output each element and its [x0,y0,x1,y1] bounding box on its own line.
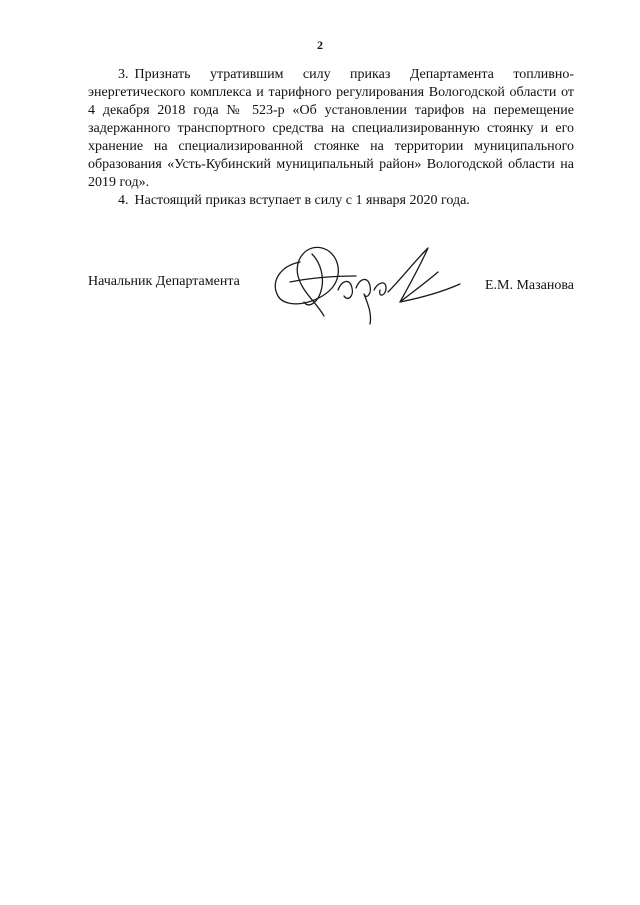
signer-position: Начальник Департамента [88,274,240,289]
page-number: 2 [317,38,323,52]
paragraph-4 [88,192,574,210]
paragraph-number: 4. [118,193,129,208]
signer-name: Е.М. Мазанова [484,278,574,293]
paragraph-text: Настоящий приказ вступает в силу с 1 января 2020 года. [134,193,470,208]
paragraph-text: Признать утратившим силу приказ Департамента топливно-энергетического комплекса и тарифного регулирования Вологодской области от 4 декабря 2018 года № 523-р «Об установлении тарифов на перемещение задержанного транспортного средства на специализированную стоянку и его хранение на специализированной стоянке на территории муниципального образования «Усть-Кубинский муниципальный район» Вологодской области на 2019 год». [88,67,574,190]
handwritten-signature-icon [260,232,480,332]
document-body [88,66,574,210]
paragraph-number: 3. [118,67,129,82]
paragraph-3 [88,66,574,192]
signature-block [88,232,574,332]
